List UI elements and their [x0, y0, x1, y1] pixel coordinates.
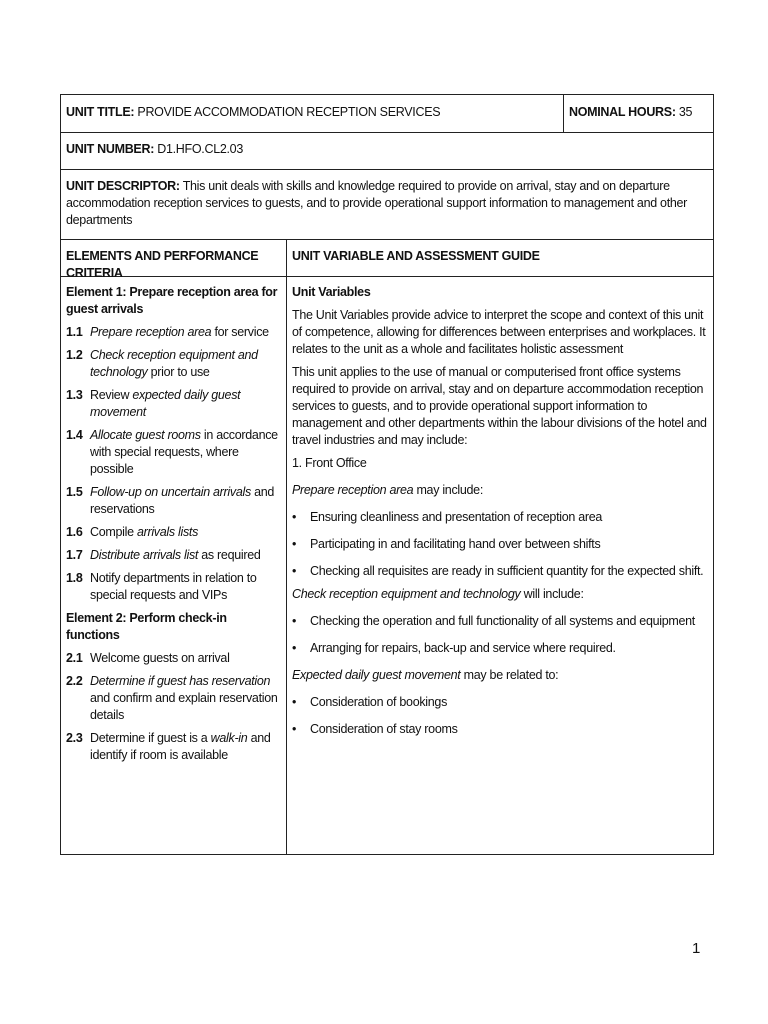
unit-descriptor-row [61, 170, 713, 240]
guide-title: Unit Variables [292, 285, 371, 299]
guide-term: Check reception equipment and technology [292, 587, 521, 601]
bullet-icon: • [292, 510, 297, 524]
criterion-term: Follow-up on uncertain arrivals [90, 485, 251, 499]
bullet-icon: • [292, 614, 297, 628]
criterion [66, 570, 281, 604]
criterion-term: Check reception equipment and technology [90, 348, 258, 379]
criterion [66, 324, 281, 341]
criterion-text: Notify departments in relation to special requests and VIPs [90, 571, 257, 602]
guide-column [287, 277, 713, 854]
criterion-number: 1.6 [66, 525, 83, 539]
element-2-title: Element 2: Perform check-in functions [66, 611, 227, 642]
criterion-text: prior to use [147, 365, 210, 379]
criterion-number: 2.1 [66, 651, 83, 665]
unit-title-value: PROVIDE ACCOMMODATION RECEPTION SERVICES [137, 105, 441, 119]
guide-term: Expected daily guest movement [292, 668, 461, 682]
bullet-icon: • [292, 695, 297, 709]
criterion-number: 1.2 [66, 348, 83, 362]
bullet-icon: • [292, 537, 297, 551]
criterion-text: Review [90, 388, 133, 402]
bullet-item [292, 613, 708, 630]
element-1-title: Element 1: Prepare reception area for guest arrivals [66, 285, 278, 316]
nominal-hours-cell [564, 95, 713, 132]
criterion-term: arrivals lists [136, 525, 199, 539]
criterion [66, 427, 281, 478]
column-header-row [61, 240, 713, 280]
criterion [66, 524, 281, 541]
criterion [66, 650, 281, 667]
bullet-icon: • [292, 564, 297, 578]
guide-list-item: 1. Front Office [292, 456, 367, 470]
page-number: 1 [692, 940, 701, 957]
criterion-number: 2.2 [66, 674, 83, 688]
guide-text: may be related to: [460, 668, 559, 682]
criterion [66, 730, 281, 764]
bullet-text: Consideration of bookings [310, 695, 448, 709]
criterion-text: and reservations [90, 485, 275, 516]
bullet-text: Ensuring cleanliness and presentation of reception area [310, 510, 603, 524]
bullet-icon: • [292, 722, 297, 736]
unit-title-row [61, 95, 713, 133]
criterion-text: and identify if room is available [90, 731, 271, 762]
criterion-text: Welcome guests on arrival [90, 651, 230, 665]
criterion-text: Compile [90, 525, 137, 539]
criterion-text: in accordance with special requests, where possible [90, 428, 278, 476]
unit-table [60, 94, 714, 855]
criterion-number: 2.3 [66, 731, 83, 745]
criterion [66, 673, 281, 724]
unit-title-label: UNIT TITLE: [66, 105, 135, 119]
criterion-number: 1.4 [66, 428, 83, 442]
guide-paragraph: The Unit Variables provide advice to interpret the scope and context of this unit of competence, allowing for differences between enterprises and workplaces. It relates to the unit as a whole and facilitates holistic assessment [292, 308, 706, 356]
guide-term: Prepare reception area [292, 483, 414, 497]
bullet-text: Checking all requisites are ready in sufficient quantity for the expected shift. [310, 564, 704, 578]
unit-descriptor-text: This unit deals with skills and knowledge required to provide on arrival, stay and on departure accommodation reception services to guests, and to provide operational support information to management and other departments [66, 179, 688, 227]
criterion-term: walk-in [210, 731, 248, 745]
criterion-term: Distribute arrivals list [90, 548, 199, 562]
unit-title-cell [61, 95, 564, 132]
criterion-text: Determine if guest is a [90, 731, 211, 745]
criterion [66, 347, 281, 381]
criterion [66, 387, 281, 421]
unit-descriptor-cell [61, 170, 713, 239]
criterion-text: and confirm and explain reservation details [90, 691, 278, 722]
nominal-hours-value: 35 [678, 105, 693, 119]
criterion [66, 484, 281, 518]
unit-number-label: UNIT NUMBER: [66, 142, 155, 156]
guide-text: will include: [520, 587, 584, 601]
criterion [66, 547, 281, 564]
content-row [61, 277, 713, 854]
bullet-item [292, 563, 708, 580]
elements-header: ELEMENTS AND PERFORMANCE CRITERIA [61, 240, 287, 276]
criterion-term: Determine if guest has reservation [90, 674, 271, 688]
criterion-number: 1.3 [66, 388, 83, 402]
elements-column [61, 277, 287, 854]
criterion-term: Allocate guest rooms [90, 428, 201, 442]
criterion-text: as required [198, 548, 261, 562]
unit-descriptor-label: UNIT DESCRIPTOR: [66, 179, 180, 193]
bullet-item [292, 536, 708, 553]
guide-paragraph: This unit applies to the use of manual or computerised front office systems required to provide on arrival, stay and on departure accommodation reception services to guests, and to provide operational support information to management and other departments within the labour divisions of the hotel and travel industries and may include: [292, 365, 707, 447]
unit-number-value: D1.HFO.CL2.03 [157, 142, 243, 156]
unit-number-row [61, 133, 713, 170]
bullet-text: Arranging for repairs, back-up and service where required. [310, 641, 616, 655]
bullet-item [292, 640, 708, 657]
criterion-number: 1.5 [66, 485, 83, 499]
bullet-text: Participating in and facilitating hand over between shifts [310, 537, 601, 551]
bullet-icon: • [292, 641, 297, 655]
criterion-text: for service [211, 325, 269, 339]
guide-text: may include: [413, 483, 484, 497]
bullet-text: Checking the operation and full functionality of all systems and equipment [310, 614, 695, 628]
guide-header: UNIT VARIABLE AND ASSESSMENT GUIDE [292, 249, 540, 263]
bullet-item [292, 509, 708, 526]
criterion-number: 1.1 [66, 325, 83, 339]
criterion-term: Prepare reception area [90, 325, 212, 339]
bullet-item [292, 694, 708, 711]
bullet-item [292, 721, 708, 738]
bullet-text: Consideration of stay rooms [310, 722, 458, 736]
nominal-hours-label: NOMINAL HOURS: [569, 105, 676, 119]
criterion-term: expected daily guest movement [90, 388, 241, 419]
unit-number-cell [61, 133, 248, 169]
criterion-number: 1.8 [66, 571, 83, 585]
criterion-number: 1.7 [66, 548, 83, 562]
